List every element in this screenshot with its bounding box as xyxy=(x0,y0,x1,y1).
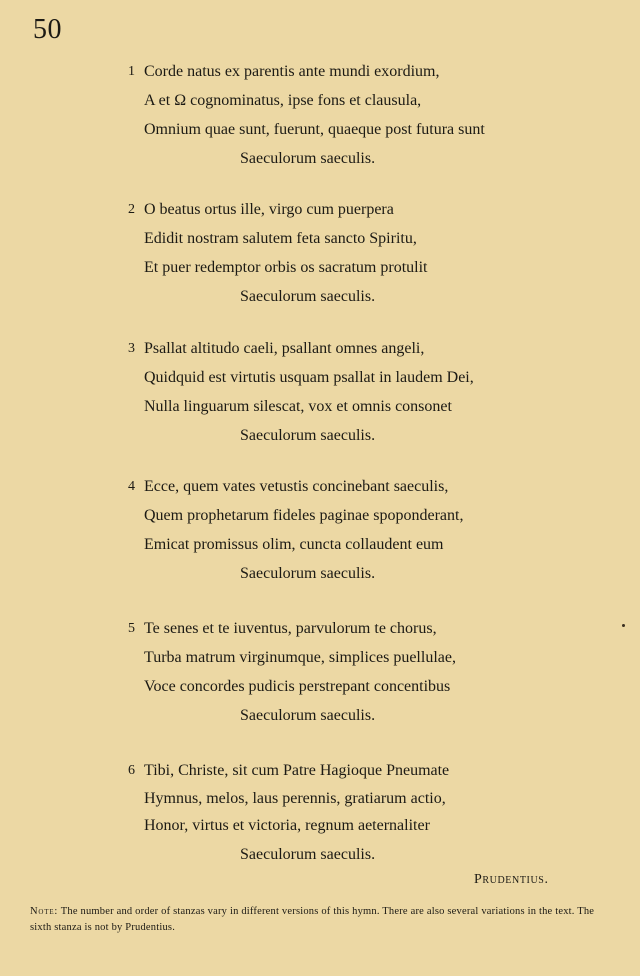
stanza-line: Edidit nostram salutem feta sancto Spiritu, xyxy=(144,230,417,247)
stanza-number: 5 xyxy=(128,621,135,636)
stanza-line: Emicat promissus olim, cuncta collaudent eum xyxy=(144,536,444,553)
page-number: 50 xyxy=(33,14,62,45)
stanza-line: Psallat altitudo caeli, psallant omnes angeli, xyxy=(144,340,425,357)
stanza-refrain: Saeculorum saeculis. xyxy=(240,150,376,167)
stanza-number: 2 xyxy=(128,202,135,217)
stanza-refrain: Saeculorum saeculis. xyxy=(240,288,376,305)
stanza-number: 4 xyxy=(128,479,135,494)
stanza-line: Omnium quae sunt, fuerunt, quaeque post futura sunt xyxy=(144,121,485,138)
stanza-line: Nulla linguarum silescat, vox et omnis consonet xyxy=(144,398,452,415)
attribution: Prudentius. xyxy=(474,872,549,887)
stanza-line: Et puer redemptor orbis os sacratum protulit xyxy=(144,259,428,276)
stanza-line: Ecce, quem vates vetustis concinebant saeculis, xyxy=(144,478,449,495)
stanza-refrain: Saeculorum saeculis. xyxy=(240,846,376,863)
stanza-line: Hymnus, melos, laus perennis, gratiarum actio, xyxy=(144,790,446,807)
stanza-line: Quidquid est virtutis usquam psallat in laudem Dei, xyxy=(144,369,474,386)
stanza-line: Corde natus ex parentis ante mundi exordium, xyxy=(144,63,440,80)
stanza-line: Voce concordes pudicis perstrepant concentibus xyxy=(144,678,451,695)
stanza-refrain: Saeculorum saeculis. xyxy=(240,427,376,444)
footnote-lead: Note: xyxy=(30,906,59,917)
stanza-line: Turba matrum virginumque, simplices puellulae, xyxy=(144,649,456,666)
stanza-line: Tibi, Christe, sit cum Patre Hagioque Pneumate xyxy=(144,762,450,779)
stanza-number: 3 xyxy=(128,341,135,356)
stanza-refrain: Saeculorum saeculis. xyxy=(240,565,376,582)
stanza-line: Honor, virtus et victoria, regnum aeternaliter xyxy=(144,817,430,834)
stanza-line: O beatus ortus ille, virgo cum puerpera xyxy=(144,201,394,218)
stanza-refrain: Saeculorum saeculis. xyxy=(240,707,376,724)
stanza-line: Te senes et te iuventus, parvulorum te chorus, xyxy=(144,620,437,637)
paper-speck xyxy=(622,624,625,627)
footnote-text: The number and order of stanzas vary in different versions of this hymn. There are also several variations in the text. The sixth stanza is not by Prudentius. xyxy=(30,906,595,933)
stanza-number: 1 xyxy=(128,64,135,79)
stanza-number: 6 xyxy=(128,763,135,778)
stanza-line: Quem prophetarum fideles paginae spoponderant, xyxy=(144,507,464,524)
footnote xyxy=(30,904,598,936)
stanza-line: A et Ω cognominatus, ipse fons et clausula, xyxy=(144,92,422,109)
